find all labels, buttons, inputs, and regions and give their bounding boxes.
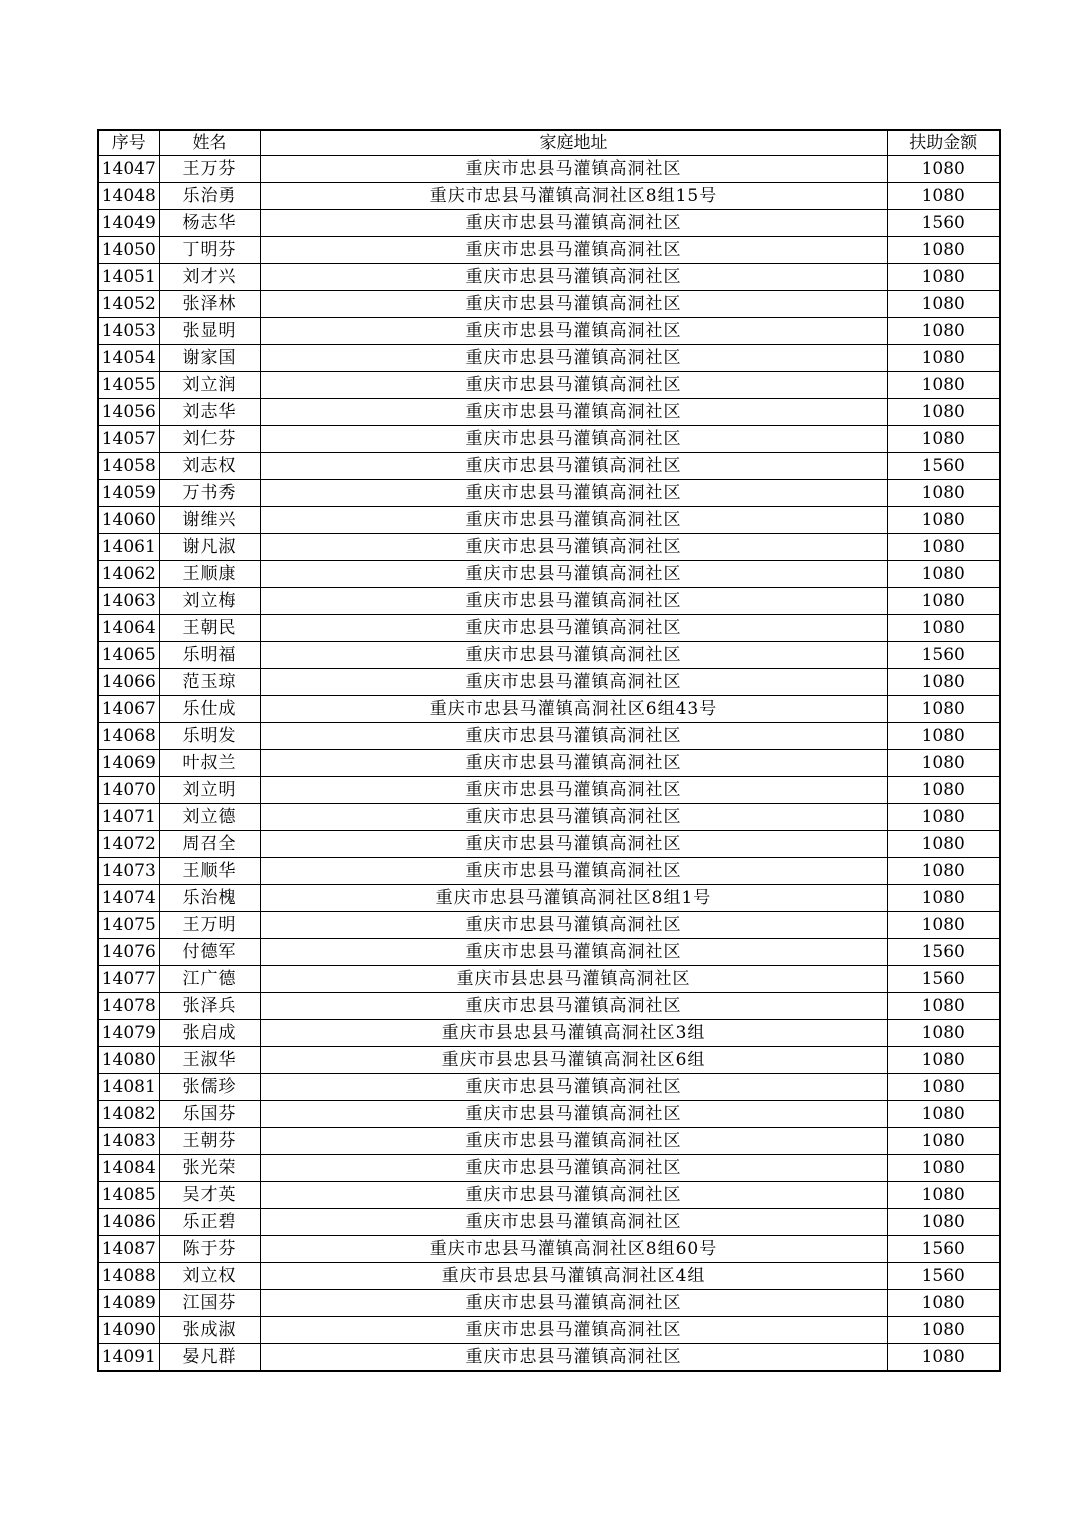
cell-amount: 1080 (887, 696, 1000, 723)
cell-serial: 14085 (98, 1182, 159, 1209)
cell-serial: 14075 (98, 912, 159, 939)
cell-address: 重庆市忠县马灌镇高洞社区 (260, 1290, 887, 1317)
table-row (98, 1128, 1000, 1155)
cell-name: 江广德 (159, 966, 260, 993)
cell-amount: 1080 (887, 777, 1000, 804)
table-row (98, 804, 1000, 831)
cell-name: 张成淑 (159, 1317, 260, 1344)
table-row (98, 1182, 1000, 1209)
cell-address: 重庆市忠县马灌镇高洞社区 (260, 615, 887, 642)
cell-amount: 1080 (887, 858, 1000, 885)
cell-name: 乐正碧 (159, 1209, 260, 1236)
cell-serial: 14061 (98, 534, 159, 561)
cell-amount: 1080 (887, 345, 1000, 372)
cell-serial: 14091 (98, 1344, 159, 1372)
cell-serial: 14050 (98, 237, 159, 264)
cell-serial: 14065 (98, 642, 159, 669)
cell-address: 重庆市忠县马灌镇高洞社区 (260, 588, 887, 615)
cell-serial: 14086 (98, 1209, 159, 1236)
cell-serial: 14083 (98, 1128, 159, 1155)
cell-amount: 1080 (887, 615, 1000, 642)
cell-serial: 14064 (98, 615, 159, 642)
table-row (98, 399, 1000, 426)
cell-address: 重庆市忠县马灌镇高洞社区 (260, 1209, 887, 1236)
cell-address: 重庆市忠县马灌镇高洞社区 (260, 1182, 887, 1209)
cell-serial: 14053 (98, 318, 159, 345)
cell-name: 刘立润 (159, 372, 260, 399)
cell-amount: 1080 (887, 1344, 1000, 1372)
cell-name: 刘志权 (159, 453, 260, 480)
table-row (98, 318, 1000, 345)
cell-serial: 14079 (98, 1020, 159, 1047)
cell-address: 重庆市忠县马灌镇高洞社区 (260, 399, 887, 426)
cell-name: 丁明芬 (159, 237, 260, 264)
cell-amount: 1080 (887, 1290, 1000, 1317)
header-address: 家庭地址 (260, 130, 887, 156)
table-row (98, 1020, 1000, 1047)
cell-address: 重庆市忠县马灌镇高洞社区 (260, 453, 887, 480)
table-row (98, 156, 1000, 183)
cell-amount: 1080 (887, 480, 1000, 507)
cell-name: 张光荣 (159, 1155, 260, 1182)
table-row (98, 1047, 1000, 1074)
cell-name: 谢家国 (159, 345, 260, 372)
table-row (98, 453, 1000, 480)
cell-serial: 14058 (98, 453, 159, 480)
table-row (98, 561, 1000, 588)
cell-amount: 1080 (887, 885, 1000, 912)
table-row (98, 831, 1000, 858)
cell-address: 重庆市忠县马灌镇高洞社区 (260, 1074, 887, 1101)
cell-name: 乐治勇 (159, 183, 260, 210)
cell-serial: 14077 (98, 966, 159, 993)
table-row (98, 858, 1000, 885)
cell-amount: 1560 (887, 1236, 1000, 1263)
header-amount: 扶助金额 (887, 130, 1000, 156)
cell-serial: 14055 (98, 372, 159, 399)
cell-amount: 1080 (887, 1101, 1000, 1128)
table-row (98, 534, 1000, 561)
cell-amount: 1080 (887, 372, 1000, 399)
table-row (98, 966, 1000, 993)
cell-amount: 1080 (887, 1128, 1000, 1155)
cell-amount: 1560 (887, 210, 1000, 237)
table-row (98, 291, 1000, 318)
cell-amount: 1080 (887, 588, 1000, 615)
cell-serial: 14082 (98, 1101, 159, 1128)
cell-serial: 14074 (98, 885, 159, 912)
cell-amount: 1080 (887, 1209, 1000, 1236)
cell-address: 重庆市忠县马灌镇高洞社区 (260, 993, 887, 1020)
cell-serial: 14047 (98, 156, 159, 183)
cell-name: 王万芬 (159, 156, 260, 183)
cell-serial: 14051 (98, 264, 159, 291)
cell-name: 谢维兴 (159, 507, 260, 534)
cell-amount: 1080 (887, 561, 1000, 588)
cell-amount: 1080 (887, 1317, 1000, 1344)
cell-address: 重庆市忠县马灌镇高洞社区8组1号 (260, 885, 887, 912)
table-row (98, 507, 1000, 534)
table-row (98, 1236, 1000, 1263)
cell-address: 重庆市忠县马灌镇高洞社区 (260, 372, 887, 399)
cell-serial: 14071 (98, 804, 159, 831)
cell-address: 重庆市忠县马灌镇高洞社区 (260, 426, 887, 453)
cell-name: 乐治槐 (159, 885, 260, 912)
cell-amount: 1080 (887, 1182, 1000, 1209)
cell-name: 刘立明 (159, 777, 260, 804)
cell-serial: 14067 (98, 696, 159, 723)
cell-name: 吴才英 (159, 1182, 260, 1209)
table-row (98, 750, 1000, 777)
cell-amount: 1560 (887, 642, 1000, 669)
cell-serial: 14063 (98, 588, 159, 615)
cell-serial: 14088 (98, 1263, 159, 1290)
table-row (98, 912, 1000, 939)
cell-amount: 1560 (887, 1263, 1000, 1290)
cell-address: 重庆市忠县马灌镇高洞社区 (260, 750, 887, 777)
cell-name: 张泽林 (159, 291, 260, 318)
table-row (98, 1290, 1000, 1317)
cell-address: 重庆市忠县马灌镇高洞社区 (260, 237, 887, 264)
cell-serial: 14089 (98, 1290, 159, 1317)
cell-name: 刘仁芬 (159, 426, 260, 453)
table-row (98, 1344, 1000, 1372)
cell-address: 重庆市忠县马灌镇高洞社区 (260, 480, 887, 507)
table-row (98, 615, 1000, 642)
cell-name: 付德军 (159, 939, 260, 966)
cell-amount: 1080 (887, 183, 1000, 210)
cell-address: 重庆市忠县马灌镇高洞社区 (260, 1344, 887, 1372)
cell-address: 重庆市忠县马灌镇高洞社区6组43号 (260, 696, 887, 723)
cell-address: 重庆市忠县马灌镇高洞社区 (260, 642, 887, 669)
table-row (98, 183, 1000, 210)
cell-name: 乐国芬 (159, 1101, 260, 1128)
cell-name: 王万明 (159, 912, 260, 939)
cell-serial: 14054 (98, 345, 159, 372)
table-row (98, 372, 1000, 399)
assistance-table (97, 129, 1001, 1372)
cell-address: 重庆市忠县马灌镇高洞社区 (260, 210, 887, 237)
header-serial: 序号 (98, 130, 159, 156)
cell-address: 重庆市忠县马灌镇高洞社区 (260, 831, 887, 858)
table-row (98, 264, 1000, 291)
cell-address: 重庆市忠县马灌镇高洞社区 (260, 318, 887, 345)
table-row (98, 1317, 1000, 1344)
header-name: 姓名 (159, 130, 260, 156)
cell-address: 重庆市忠县马灌镇高洞社区 (260, 912, 887, 939)
cell-address: 重庆市忠县马灌镇高洞社区 (260, 507, 887, 534)
cell-address: 重庆市忠县马灌镇高洞社区 (260, 1317, 887, 1344)
cell-serial: 14078 (98, 993, 159, 1020)
cell-amount: 1560 (887, 939, 1000, 966)
cell-serial: 14052 (98, 291, 159, 318)
cell-address: 重庆市忠县马灌镇高洞社区 (260, 561, 887, 588)
cell-address: 重庆市忠县马灌镇高洞社区 (260, 291, 887, 318)
cell-name: 刘志华 (159, 399, 260, 426)
cell-address: 重庆市忠县马灌镇高洞社区 (260, 777, 887, 804)
cell-name: 范玉琼 (159, 669, 260, 696)
table-row (98, 1074, 1000, 1101)
cell-amount: 1560 (887, 453, 1000, 480)
table-row (98, 210, 1000, 237)
table-row (98, 345, 1000, 372)
cell-name: 张儒珍 (159, 1074, 260, 1101)
cell-address: 重庆市忠县马灌镇高洞社区 (260, 264, 887, 291)
cell-serial: 14081 (98, 1074, 159, 1101)
cell-amount: 1080 (887, 291, 1000, 318)
cell-amount: 1080 (887, 1155, 1000, 1182)
cell-serial: 14090 (98, 1317, 159, 1344)
cell-serial: 14066 (98, 669, 159, 696)
cell-name: 刘才兴 (159, 264, 260, 291)
cell-address: 重庆市忠县马灌镇高洞社区 (260, 939, 887, 966)
cell-amount: 1080 (887, 750, 1000, 777)
cell-address: 重庆市忠县马灌镇高洞社区 (260, 804, 887, 831)
table-row (98, 669, 1000, 696)
cell-serial: 14057 (98, 426, 159, 453)
cell-amount: 1080 (887, 534, 1000, 561)
cell-serial: 14048 (98, 183, 159, 210)
cell-name: 周召全 (159, 831, 260, 858)
cell-address: 重庆市忠县马灌镇高洞社区 (260, 723, 887, 750)
cell-name: 王朝芬 (159, 1128, 260, 1155)
cell-address: 重庆市忠县马灌镇高洞社区 (260, 1155, 887, 1182)
cell-address: 重庆市县忠县马灌镇高洞社区 (260, 966, 887, 993)
cell-name: 刘立梅 (159, 588, 260, 615)
cell-name: 刘立德 (159, 804, 260, 831)
table-row (98, 237, 1000, 264)
table-row (98, 885, 1000, 912)
cell-name: 叶叔兰 (159, 750, 260, 777)
cell-name: 张启成 (159, 1020, 260, 1047)
cell-address: 重庆市县忠县马灌镇高洞社区3组 (260, 1020, 887, 1047)
table-row (98, 993, 1000, 1020)
cell-amount: 1080 (887, 237, 1000, 264)
cell-name: 谢凡淑 (159, 534, 260, 561)
cell-amount: 1080 (887, 723, 1000, 750)
cell-address: 重庆市忠县马灌镇高洞社区 (260, 534, 887, 561)
cell-serial: 14069 (98, 750, 159, 777)
cell-name: 陈于芬 (159, 1236, 260, 1263)
cell-amount: 1080 (887, 804, 1000, 831)
cell-serial: 14070 (98, 777, 159, 804)
cell-amount: 1080 (887, 264, 1000, 291)
cell-serial: 14072 (98, 831, 159, 858)
cell-address: 重庆市忠县马灌镇高洞社区8组15号 (260, 183, 887, 210)
cell-serial: 14076 (98, 939, 159, 966)
cell-amount: 1080 (887, 426, 1000, 453)
table-row (98, 723, 1000, 750)
cell-name: 万书秀 (159, 480, 260, 507)
cell-serial: 14080 (98, 1047, 159, 1074)
cell-name: 王朝民 (159, 615, 260, 642)
cell-amount: 1080 (887, 993, 1000, 1020)
cell-amount: 1080 (887, 507, 1000, 534)
cell-address: 重庆市县忠县马灌镇高洞社区4组 (260, 1263, 887, 1290)
cell-address: 重庆市忠县马灌镇高洞社区 (260, 1101, 887, 1128)
cell-serial: 14059 (98, 480, 159, 507)
table-row (98, 777, 1000, 804)
cell-address: 重庆市忠县马灌镇高洞社区 (260, 1128, 887, 1155)
table-row (98, 939, 1000, 966)
cell-name: 王顺华 (159, 858, 260, 885)
cell-amount: 1080 (887, 1074, 1000, 1101)
cell-serial: 14087 (98, 1236, 159, 1263)
cell-address: 重庆市县忠县马灌镇高洞社区6组 (260, 1047, 887, 1074)
cell-address: 重庆市忠县马灌镇高洞社区 (260, 345, 887, 372)
cell-serial: 14068 (98, 723, 159, 750)
cell-name: 乐明福 (159, 642, 260, 669)
cell-name: 张泽兵 (159, 993, 260, 1020)
cell-serial: 14056 (98, 399, 159, 426)
cell-amount: 1080 (887, 669, 1000, 696)
cell-amount: 1080 (887, 912, 1000, 939)
cell-serial: 14062 (98, 561, 159, 588)
cell-amount: 1080 (887, 318, 1000, 345)
cell-name: 杨志华 (159, 210, 260, 237)
table-row (98, 1101, 1000, 1128)
cell-serial: 14073 (98, 858, 159, 885)
table-body (98, 156, 1000, 1372)
cell-amount: 1080 (887, 399, 1000, 426)
table-row (98, 480, 1000, 507)
cell-name: 刘立权 (159, 1263, 260, 1290)
cell-amount: 1080 (887, 1047, 1000, 1074)
cell-address: 重庆市忠县马灌镇高洞社区 (260, 156, 887, 183)
table-row (98, 1155, 1000, 1182)
cell-address: 重庆市忠县马灌镇高洞社区8组60号 (260, 1236, 887, 1263)
table-row (98, 588, 1000, 615)
cell-serial: 14049 (98, 210, 159, 237)
cell-name: 王淑华 (159, 1047, 260, 1074)
table-row (98, 426, 1000, 453)
cell-name: 晏凡群 (159, 1344, 260, 1372)
table-row (98, 696, 1000, 723)
cell-name: 张显明 (159, 318, 260, 345)
cell-serial: 14084 (98, 1155, 159, 1182)
cell-address: 重庆市忠县马灌镇高洞社区 (260, 858, 887, 885)
cell-name: 江国芬 (159, 1290, 260, 1317)
cell-serial: 14060 (98, 507, 159, 534)
cell-name: 王顺康 (159, 561, 260, 588)
cell-amount: 1080 (887, 831, 1000, 858)
cell-amount: 1560 (887, 966, 1000, 993)
cell-name: 乐明发 (159, 723, 260, 750)
table-header-row (98, 130, 1000, 156)
table-row (98, 1263, 1000, 1290)
cell-amount: 1080 (887, 1020, 1000, 1047)
table-row (98, 1209, 1000, 1236)
cell-address: 重庆市忠县马灌镇高洞社区 (260, 669, 887, 696)
cell-amount: 1080 (887, 156, 1000, 183)
table-row (98, 642, 1000, 669)
cell-name: 乐仕成 (159, 696, 260, 723)
